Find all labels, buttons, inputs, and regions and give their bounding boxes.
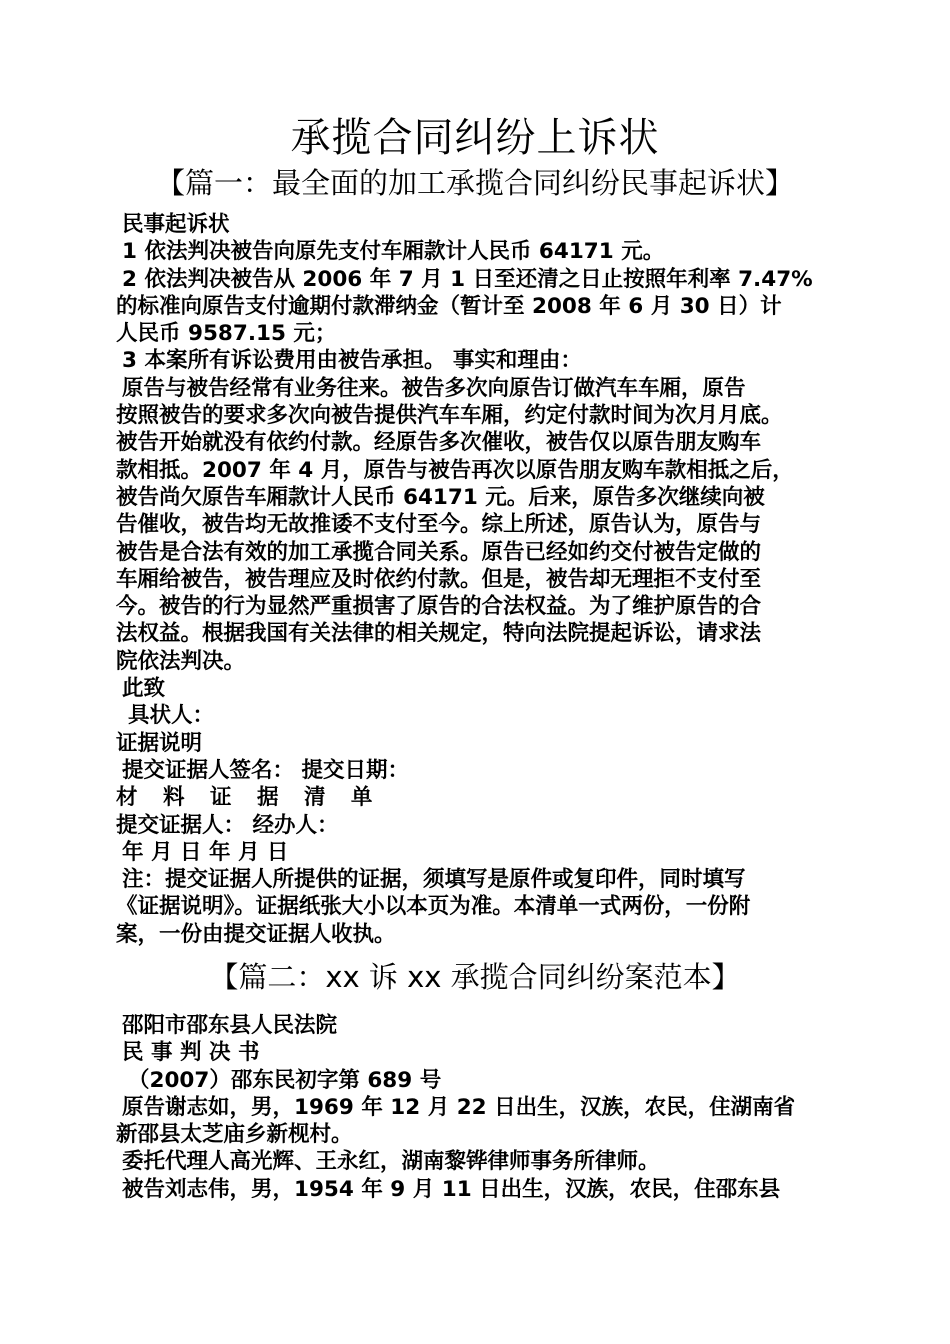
note-line: 案，一份由提交证据人收执。 (116, 921, 396, 947)
facts-line: 车厢给被告，被告理应及时依约付款。但是，被告却无理拒不支付至 (116, 566, 762, 592)
note-line: 《证据说明》。证据纸张大小以本页为准。本清单一式两份，一份附 (116, 894, 751, 920)
evidence-heading: 证据说明 (116, 730, 203, 756)
facts-line: 款相抵。2007 年 4 月，原告与被告再次以原告朋友购车款相抵之后， (116, 457, 794, 483)
claim-2-line-3: 人民币 9587.15 元； (116, 321, 337, 347)
agent-info: 委托代理人高光辉、王永红，湖南黎铧律师事务所律师。 (122, 1149, 660, 1175)
claim-1: 1 依法判决被告向原先支付车厢款计人民币 64171 元。 (122, 239, 665, 265)
section-2-title: 【篇二：xx 诉 xx 承揽合同纠纷案范本】 (209, 960, 741, 994)
facts-line: 告催收，被告均无故推诿不支付至今。综上所述，原告认为，原告与 (116, 512, 762, 538)
plaintiff-address: 新邵县太芝庙乡新枧村。 (116, 1122, 353, 1148)
facts-line: 被告是合法有效的加工承揽合同关系。原告已经如约交付被告定做的 (116, 539, 762, 565)
judgment-heading: 民 事 判 决 书 (122, 1040, 260, 1066)
evidence-signature-date: 提交证据人签名： 提交日期： (122, 757, 409, 783)
claim-2-line-1: 2 依法判决被告从 2006 年 7 月 1 日至还清之日止按照年利率 7.47% (122, 266, 813, 292)
case-number: （2007）邵东民初字第 689 号 (128, 1067, 442, 1093)
section-2-body (116, 1012, 836, 1203)
facts-line: 法权益。根据我国有关法律的相关规定，特向法院提起诉讼，请求法 (116, 621, 762, 647)
evidence-list-heading: 材 料 证 据 清 单 (116, 785, 382, 811)
section-1-title: 【篇一：最全面的加工承揽合同纠纷民事起诉状】 (155, 166, 794, 200)
document-title: 承揽合同纠纷上诉状 (290, 115, 660, 161)
plaintiff-signature-label: 具状人： (128, 703, 215, 729)
facts-line: 原告与被告经常有业务往来。被告多次向原告订做汽车车厢，原告 (122, 375, 746, 401)
section-1-body (116, 211, 836, 948)
complaint-heading: 民事起诉状 (122, 212, 230, 237)
facts-line: 院依法判决。 (116, 648, 246, 674)
facts-line: 被告尚欠原告车厢款计人民币 64171 元。后来，原告多次继续向被 (116, 484, 765, 510)
salutation: 此致 (122, 676, 166, 702)
facts-line: 今。被告的行为显然严重损害了原告的合法权益。为了维护原告的合 (116, 594, 762, 620)
date-fields: 年 月 日 年 月 日 (122, 839, 289, 865)
claim-3: 3 本案所有诉讼费用由被告承担。 事实和理由： (122, 348, 582, 374)
plaintiff-info: 原告谢志如，男，1969 年 12 月 22 日出生，汉族，农民，住湖南省 (122, 1094, 796, 1120)
court-name: 邵阳市邵东县人民法院 (122, 1013, 338, 1038)
facts-line: 被告开始就没有依约付款。经原告多次催收，被告仅以原告朋友购车 (116, 430, 762, 456)
defendant-info: 被告刘志伟，男，1954 年 9 月 11 日出生，汉族，农民，住邵东县 (122, 1176, 781, 1202)
evidence-submitter-handler: 提交证据人： 经办人： (116, 812, 339, 838)
note-line: 注：提交证据人所提供的证据，须填写是原件或复印件，同时填写 (122, 867, 746, 893)
claim-2-line-2: 的标准向原告支付逾期付款滞纳金（暂计至 2008 年 6 月 30 日）计 (116, 293, 782, 319)
facts-line: 按照被告的要求多次向被告提供汽车车厢，约定付款时间为次月月底。 (116, 403, 783, 429)
